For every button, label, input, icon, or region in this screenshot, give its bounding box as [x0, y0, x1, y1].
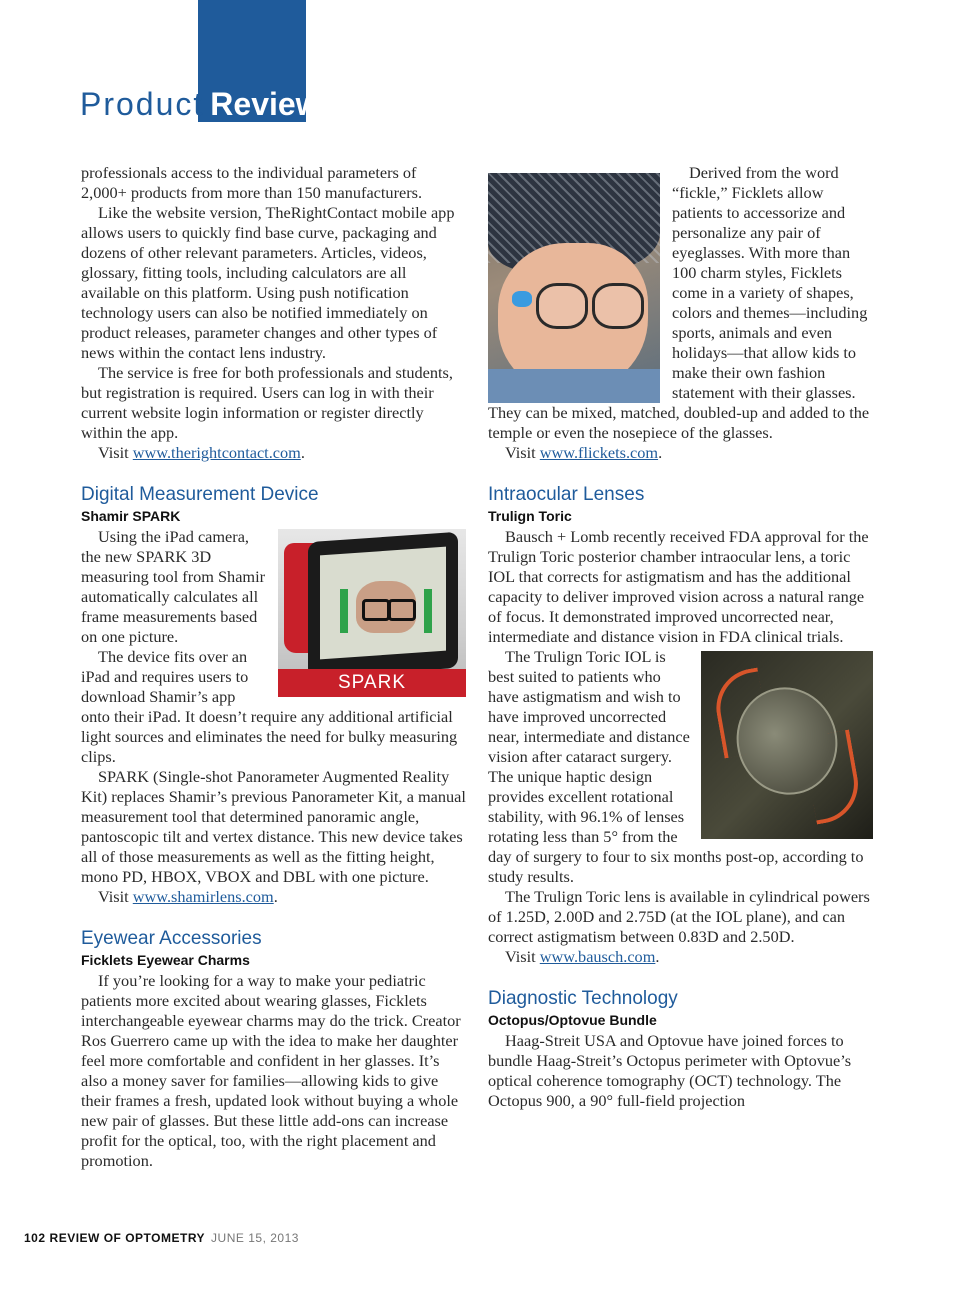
- subheading-trulign-toric: Trulign Toric: [488, 508, 572, 524]
- glasses-lens: [362, 599, 390, 621]
- iol-haptic: [710, 667, 772, 758]
- paragraph: Haag-Streit USA and Optovue have joined forces to bundle Haag-Streit’s Octopus perimeter with Optovue’s optical coherence tomography (OCT) technology. The Octopus 900, a 90° full-field projection: [488, 1031, 852, 1110]
- paragraph: Like the website version, TheRightContact mobile app allows users to quickly find base curve, packaging and dozens of other relevant parameters. Articles, videos, glossary, fitting tools, including calculators are all available on this platform. Using push notification technology users can also be notified immediately on product releases, parameter changes and other types of news within the contact lens industry.: [81, 203, 455, 362]
- glasses-lens: [388, 599, 416, 621]
- paragraph: If you’re looking for a way to make your pediatric patients more excited about wearing glasses, Ficklets interchangeable eyewear charms may do the trick. Creator Ros Guerrero came up with the idea to make her daughter feel more comfortable and confident in her glasses. It’s also a money saver for families—allowing kids to give their frames a fresh, updated look without buying a whole new pair of glasses. But these little add-ons can increase profit for the optical, too, with the right placement and promotion.: [81, 971, 461, 1170]
- scarf: [488, 369, 660, 403]
- section-title-review: Review: [210, 86, 321, 122]
- visit-line: Visit www.shamirlens.com.: [98, 887, 278, 906]
- heading-diagnostic-technology: Diagnostic Technology: [488, 987, 678, 1010]
- paragraph: Derived from the word “fickle,” Ficklets allow patients to accessorize and personalize any pair of eyeglasses. With more than 100 charm styles, Ficklets come in a variety of shapes, colors and themes—including sports, animals and even holidays—that allow kids to make their own fashion statement with their glasses. They can be mixed, matched, doubled-up and added to the temple or even the nosepiece of the glasses.: [488, 163, 870, 442]
- visit-line: Visit www.bausch.com.: [505, 947, 660, 966]
- child-with-ficklets-photo: [488, 173, 660, 403]
- green-bar: [340, 589, 348, 633]
- subheading-shamir-spark: Shamir SPARK: [81, 508, 181, 524]
- heading-intraocular-lenses: Intraocular Lenses: [488, 483, 645, 506]
- visit-prefix: Visit: [505, 947, 540, 966]
- page-number: 102: [24, 1231, 46, 1245]
- section-title-product: Product: [80, 86, 205, 122]
- right-column: [488, 163, 873, 1111]
- paragraph: The Trulign Toric IOL is best suited to patients who have astigmatism and wish to have improved uncorrected near, intermediate and distance vision after cataract surgery. The unique haptic design provides excellent rotational stability, with 96.1% of lenses rotating less than 5° from the day of surgery to four to six months post-op, according to study results.: [488, 647, 864, 886]
- paragraph: professionals access to the individual parameters of 2,000+ products from more than 150 manufacturers.: [81, 163, 423, 202]
- paragraph: The service is free for both professionals and students, but registration is required. Users can log in with their current website login information or register directly within the app.: [81, 363, 453, 442]
- paragraph: SPARK (Single-shot Panorameter Augmented Reality Kit) replaces Shamir’s previous Panorameter Kit, a manual measurement tool that determined panoramic angle, pantoscopic tilt and vertex distance. This new device takes all of those measurements as well as the fitting height, mono PD, HBOX, VBOX and DBL with one picture.: [81, 767, 466, 886]
- publication-name: REVIEW OF OPTOMETRY: [49, 1231, 206, 1245]
- visit-line: Visit www.flickets.com.: [505, 443, 663, 462]
- left-column: [81, 163, 466, 1171]
- therightcontact-link[interactable]: www.therightcontact.com: [132, 443, 301, 462]
- visit-prefix: Visit: [98, 443, 133, 462]
- visit-prefix: Visit: [505, 443, 540, 462]
- spark-label: SPARK: [278, 669, 466, 697]
- paragraph: The device fits over an iPad and requires users to download Shamir’s app onto their iPad. It doesn’t require any additional artificial light sources and eliminates the need for bulky measuring clips.: [81, 647, 458, 766]
- paragraph: The Trulign Toric lens is available in cylindrical powers of 1.25D, 2.00D and 2.75D (at the IOL plane), and can correct astigmatism between 0.83D and 2.50D.: [488, 887, 870, 946]
- paragraph: Bausch + Lomb recently received FDA approval for the Trulign Toric posterior chamber intraocular lens, a toric IOL that corrects for astigmatism and has the additional capacity to deliver improved vision across a natural range of focus. It demonstrated improved uncorrected near, intermediate and distance vision in FDA clinical trials.: [488, 527, 869, 646]
- glasses-lens: [536, 283, 588, 329]
- bausch-link[interactable]: www.bausch.com: [539, 947, 656, 966]
- paragraph: Using the iPad camera, the new SPARK 3D measuring tool from Shamir automatically calculates all frame measurements based on one picture.: [81, 527, 266, 646]
- page-footer: [24, 1230, 299, 1246]
- issue-date: JUNE 15, 2013: [211, 1231, 299, 1245]
- spark-device-photo: [278, 529, 466, 697]
- flickets-link[interactable]: www.flickets.com: [539, 443, 659, 462]
- trulign-iol-photo: [701, 651, 873, 839]
- green-bar: [424, 589, 432, 633]
- visit-prefix: Visit: [98, 887, 133, 906]
- iol-haptic: [802, 730, 865, 825]
- shamirlens-link[interactable]: www.shamirlens.com: [132, 887, 274, 906]
- subheading-ficklets: Ficklets Eyewear Charms: [81, 952, 250, 968]
- subheading-octopus-optovue: Octopus/Optovue Bundle: [488, 1012, 657, 1028]
- ficklet-charm: [512, 291, 532, 307]
- heading-eyewear-accessories: Eyewear Accessories: [81, 927, 262, 950]
- glasses-lens: [592, 283, 644, 329]
- heading-digital-measurement-device: Digital Measurement Device: [81, 483, 319, 506]
- section-title: [80, 84, 321, 124]
- visit-line: Visit www.therightcontact.com.: [98, 443, 305, 462]
